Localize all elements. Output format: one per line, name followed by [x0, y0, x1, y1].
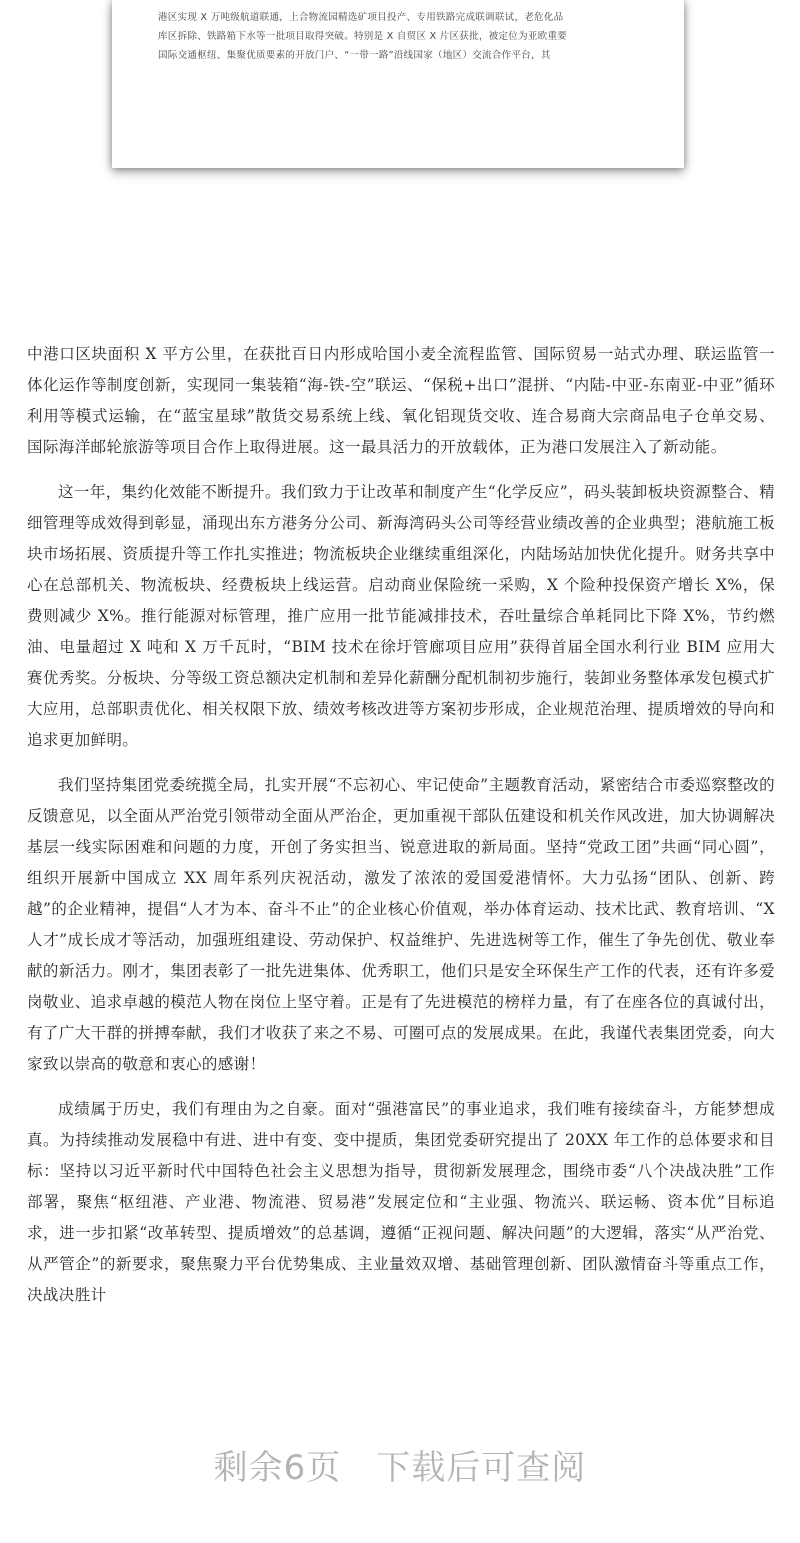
- paragraph: 我们坚持集团党委统揽全局，扎实开展“不忘初心、牢记使命”主题教育活动，紧密结合市委巡察整改的反馈意见，以全面从严治党引领带动全面从严治企，更加重视干部队伍建设和机关作风改进，加大协调解决基层一线实际困难和问题的力度，开创了务实担当、锐意进取的新局面。坚持“党政工团”共画“同心圆”，组织开展新中国成立 XX 周年系列庆祝活动，激发了浓浓的爱国爱港情怀。大力弘扬“团队、创新、跨越”的企业精神，提倡“人才为本、奋斗不止”的企业核心价值观，举办体育运动、技术比武、教育培训、“X 人才”成长成才等活动，加强班组建设、劳动保护、权益维护、先进选树等工作，催生了争先创优、敬业奉献的新活力。刚才，集团表彰了一批先进集体、优秀职工，他们只是安全环保生产工作的代表，还有许多爱岗敬业、追求卓越的模范人物在岗位上坚守着。正是有了先进模范的榜样力量，有了在座各位的真诚付出，有了广大干群的拼搏奉献，我们才收获了来之不易、可圈可点的发展成果。在此，我谨代表集团党委，向大家致以崇高的敬意和衷心的感谢！: [27, 776, 775, 1073]
- preview-text: [158, 8, 646, 65]
- preview-line: 国际交通枢纽、集聚优质要素的开放门户、“一带一路”沿线国家（地区）交流合作平台，其: [158, 50, 551, 61]
- document-body: [27, 339, 775, 1325]
- document-preview-card: [112, 0, 684, 168]
- remaining-pages-banner[interactable]: [0, 1440, 800, 1490]
- paragraph: 中港口区块面积 X 平方公里，在获批百日内形成哈国小麦全流程监管、国际贸易一站式办理、联运监管一体化运作等制度创新，实现同一集装箱“海-铁-空”联运、“保税+出口”混拼、“内陆-中亚-东南亚-中亚”循环利用等模式运输，在“蓝宝星球”散货交易系统上线、氧化铝现货交收、连合易商大宗商品电子仓单交易、国际海洋邮轮旅游等项目合作上取得进展。这一最具活力的开放载体，正为港口发展注入了新动能。: [27, 345, 775, 456]
- preview-line: 库区拆除、铁路箱下水等一批项目取得突破。特别是 X 自贸区 X 片区获批，被定位为亚欧重要: [158, 31, 568, 42]
- paragraph: 成绩属于历史，我们有理由为之自豪。面对“强港富民”的事业追求，我们唯有接续奋斗，方能梦想成真。为持续推动发展稳中有进、进中有变、变中提质，集团党委研究提出了 20XX 年工作的总体要求和目标：坚持以习近平新时代中国特色社会主义思想为指导，贯彻新发展理念，围绕市委“八个决战决胜”工作部署，聚焦“枢纽港、产业港、物流港、贸易港”发展定位和“主业强、物流兴、联运畅、资本优”目标追求，进一步扣紧“改革转型、提质增效”的总基调，遵循“正视问题、解决问题”的大逻辑，落实“从严治党、从严管企”的新要求，聚焦聚力平台优势集成、主业量效双增、基础管理创新、团队激情奋斗等重点工作，决战决胜计: [27, 1100, 775, 1304]
- remaining-pages-label[interactable]: 剩余6页 下载后可查阅: [213, 1448, 587, 1488]
- preview-line: 港区实现 X 万吨级航道联通，上合物流园精选矿项目投产、专用铁路完成联调联试，老危化品: [158, 12, 564, 23]
- paragraph: 这一年，集约化效能不断提升。我们致力于让改革和制度产生“化学反应”，码头装卸板块资源整合、精细管理等成效得到彰显，涌现出东方港务分公司、新海湾码头公司等经营业绩改善的企业典型；港航施工板块市场拓展、资质提升等工作扎实推进；物流板块企业继续重组深化，内陆场站加快优化提升。财务共享中心在总部机关、物流板块、经费板块上线运营。启动商业保险统一采购，X 个险种投保资产增长 X%，保费则减少 X%。推行能源对标管理，推广应用一批节能减排技术，吞吐量综合单耗同比下降 X%，节约燃油、电量超过 X 吨和 X 万千瓦时，“BIM 技术在徐圩管廊项目应用”获得首届全国水利行业 BIM 应用大赛优秀奖。分板块、分等级工资总额决定机制和差异化薪酬分配机制初步施行，装卸业务整体承发包模式扩大应用，总部职责优化、相关权限下放、绩效考核改进等方案初步形成，企业规范治理、提质增效的导向和追求更加鲜明。: [27, 483, 775, 749]
